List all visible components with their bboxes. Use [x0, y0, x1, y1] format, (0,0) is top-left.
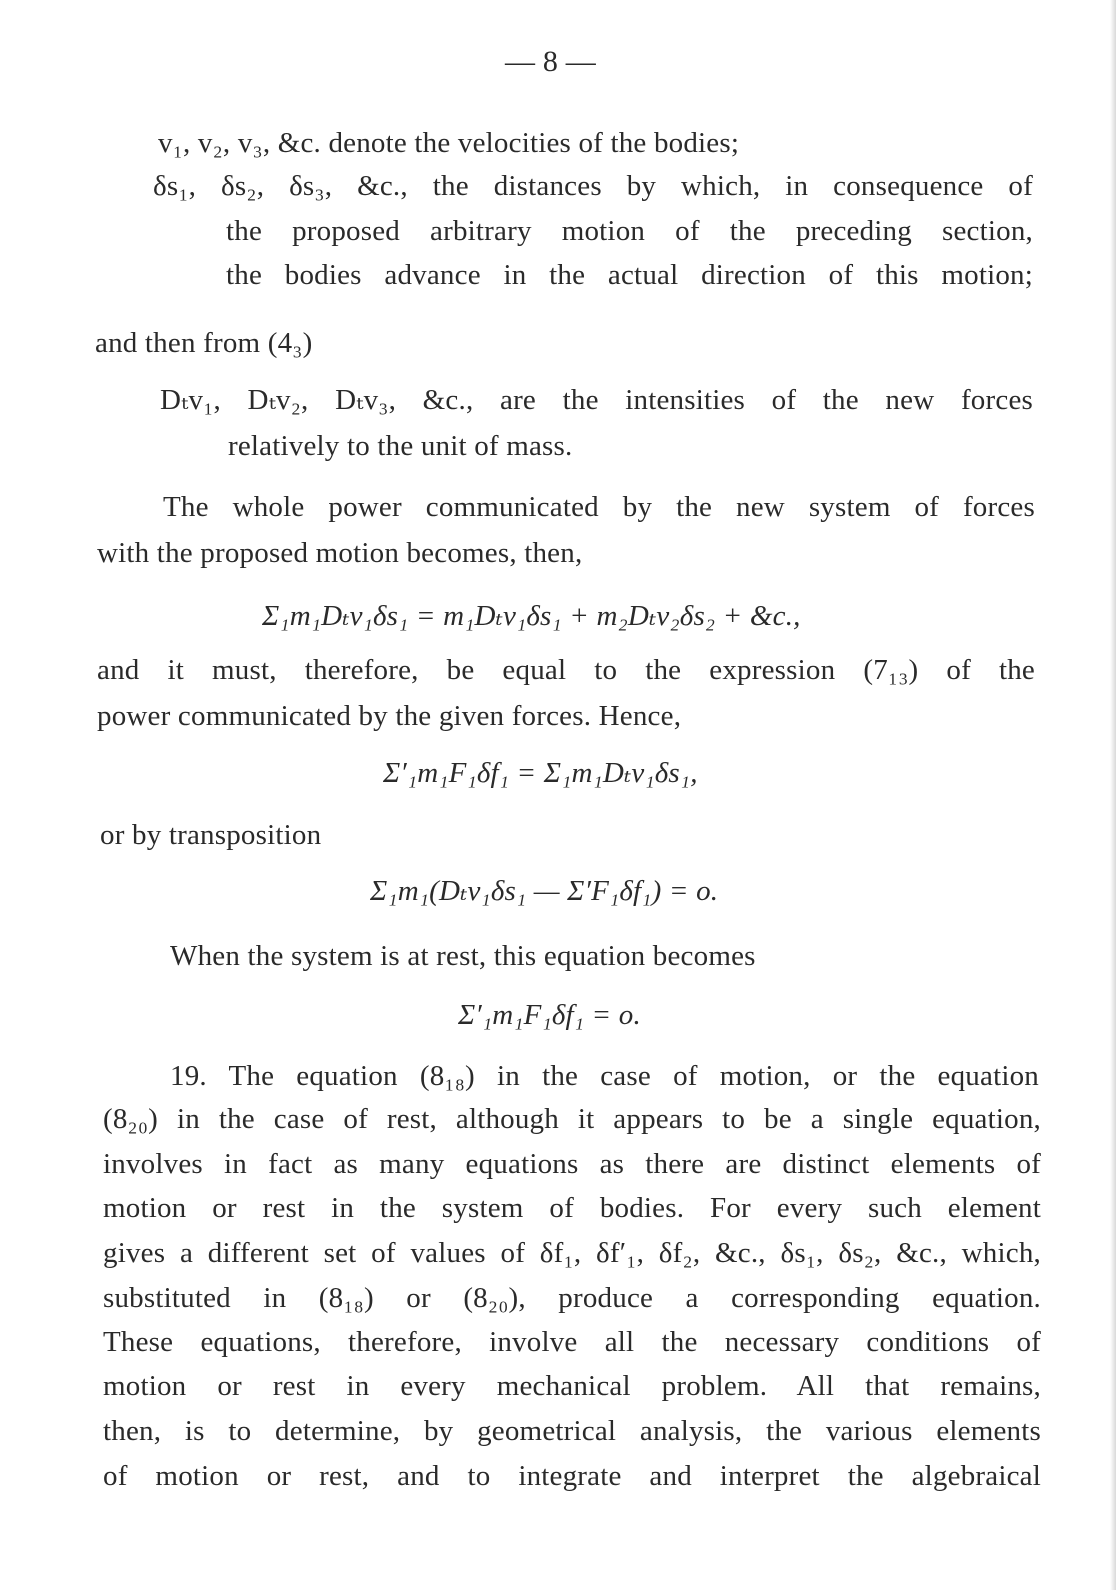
- scan-shadow-edge: [1110, 0, 1116, 1590]
- section-19-line: These equations, therefore, involve all the necessary conditions of: [103, 1326, 1041, 1358]
- definition-line-intensities: Dₜv₁, Dₜv₂, Dₜv₃, &c., are the intensities of the new forces: [160, 384, 1033, 416]
- definition-line-continued: relatively to the unit of mass.: [228, 430, 573, 462]
- section-19-line: 19. The equation (8₁₈) in the case of motion, or the equation: [170, 1060, 1039, 1092]
- definition-line-distances: δs₁, δs₂, δs₃, &c., the distances by which, in consequence of: [153, 170, 1033, 202]
- section-19-line: motion or rest in every mechanical problem. All that remains,: [103, 1370, 1041, 1402]
- paragraph-line: When the system is at rest, this equation becomes: [170, 940, 756, 972]
- page-number: — 8 —: [505, 45, 596, 78]
- section-19-line: involves in fact as many equations as there are distinct elements of: [103, 1148, 1041, 1180]
- equation-power-new-forces: Σ₁m₁Dₜv₁δs₁ = m₁Dₜv₁δs₁ + m₂Dₜv₂δs₂ + &c.,: [262, 600, 801, 632]
- section-19-line: gives a different set of values of δf₁, δf′₁, δf₂, &c., δs₁, δs₂, &c., which,: [103, 1237, 1041, 1269]
- section-19-line: substituted in (8₁₈) or (8₂₀), produce a corresponding equation.: [103, 1282, 1041, 1314]
- definition-line-continued: the proposed arbitrary motion of the preceding section,: [226, 215, 1033, 247]
- definition-line-velocities: v₁, v₂, v₃, &c. denote the velocities of the bodies;: [158, 127, 740, 159]
- definition-line-continued: the bodies advance in the actual direction of this motion;: [226, 259, 1033, 291]
- paragraph-line: The whole power communicated by the new system of forces: [163, 491, 1035, 523]
- text-line: or by transposition: [100, 819, 322, 851]
- section-19-line: (8₂₀) in the case of rest, although it appears to be a single equation,: [103, 1103, 1041, 1135]
- section-19-line: of motion or rest, and to integrate and interpret the algebraical: [103, 1460, 1041, 1492]
- paragraph-line: with the proposed motion becomes, then,: [97, 537, 583, 569]
- equation-rest: Σ′₁m₁F₁δf₁ = o.: [458, 999, 641, 1031]
- equation-equal-power: Σ′₁m₁F₁δf₁ = Σ₁m₁Dₜv₁δs₁,: [383, 757, 698, 789]
- text-line: and then from (4₃): [95, 327, 313, 359]
- paragraph-line: power communicated by the given forces. Hence,: [97, 700, 682, 732]
- paragraph-line: and it must, therefore, be equal to the expression (7₁₃) of the: [97, 654, 1035, 686]
- equation-transposition: Σ₁m₁(Dₜv₁δs₁ — Σ′F₁δf₁) = o.: [370, 875, 719, 907]
- section-19-line: then, is to determine, by geometrical analysis, the various elements: [103, 1415, 1041, 1447]
- section-19-line: motion or rest in the system of bodies. For every such element: [103, 1192, 1041, 1224]
